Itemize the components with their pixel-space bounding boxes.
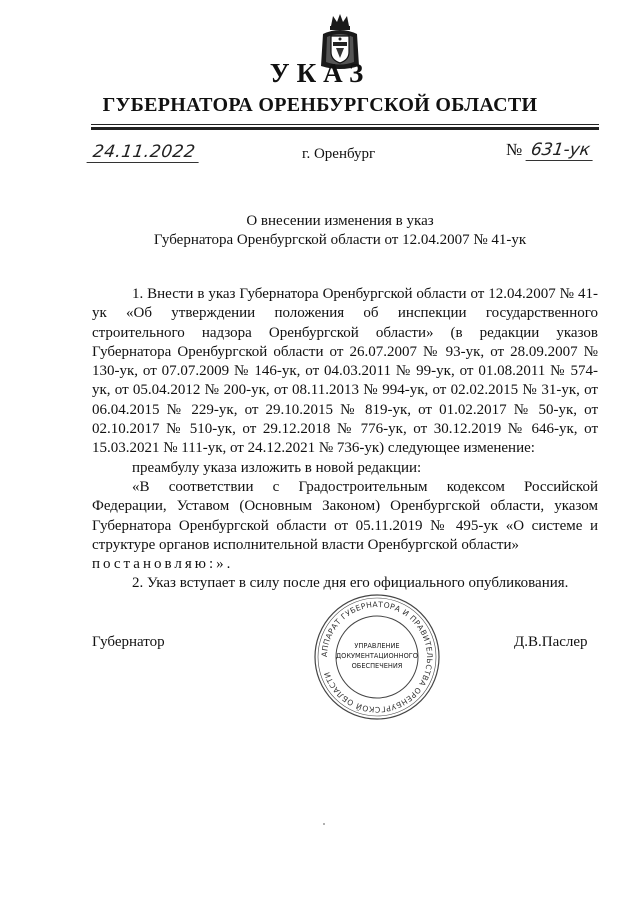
subject-line-2: Губернатора Оренбургской области от 12.04.2007 № 41-ук <box>153 232 527 248</box>
body-item-2: 2. Указ вступает в силу после дня его официального опубликования. <box>132 575 569 592</box>
document-number <box>506 140 594 161</box>
decree-word: постановляю:». <box>92 556 234 573</box>
official-stamp <box>312 592 442 722</box>
stamp-line-3: ОБЕСПЕЧЕНИЯ <box>351 662 403 670</box>
body-item-1: 1. Внести в указ Губернатора Оренбургской области от 12.04.2007 № 41-ук «Об утверждении положения об инспекции государственного строительного надзора Оренбургской области» (в редакции указов Губернатора Оренбургской области от 26.07.2007 № 93-ук, от 28.09.2007 № 130-ук, от 07.07.2009 № 146-ук, от 04.03.2011 № 99-ук, от 01.08.2011 № 574-ук, от 05.04.2012 № 200-ук, от 08.11.2013 № 994-ук, от 02.02.2015 № 31-ук, от 06.04.2015 № 229-ук, от 29.10.2015 № 819-ук, от 01.02.2017 № 50-ук, от 02.10.2017 № 510-ук, от 29.12.2018 № 776-ук, от 30.12.2019 № 646-ук, от 15.03.2021 № 111-ук, от 24.12.2021 № 736-ук) следующее изменение: <box>92 286 598 457</box>
signer-name: Д.В.Паслер <box>514 634 588 650</box>
number-sign: № <box>506 140 523 159</box>
document-body <box>92 285 598 594</box>
document-city: г. Оренбург <box>302 146 376 162</box>
issuer-heading: ГУБЕРНАТОРА ОРЕНБУРГСКОЙ ОБЛАСТИ <box>102 94 538 116</box>
header-rule-thin <box>91 124 599 125</box>
stamp-line-1: УПРАВЛЕНИЕ <box>354 642 400 650</box>
document-date: 24.11.2022 <box>87 142 202 163</box>
preamble-text: «В соответствии с Градостроительным кодексом Российской Федерации, Уставом (Основным Законом) Оренбургской области, указом Губернатора Оренбургской области от 05.11.2019 № 495-ук «О системе и структуре органов исполнительной власти Оренбургской области» <box>92 478 598 553</box>
subject-line-1: О внесении изменения в указ <box>246 213 434 229</box>
scan-speck <box>323 823 325 825</box>
number-value: 631-ук <box>526 140 596 161</box>
document-type-title: УКАЗ <box>269 58 371 88</box>
stamp-line-2: ДОКУМЕНТАЦИОННОГО <box>336 652 418 660</box>
header-rule-thick <box>91 127 599 130</box>
preamble-intro: преамбулу указа изложить в новой редакции: <box>132 459 422 476</box>
document-subject <box>0 212 640 250</box>
signer-title: Губернатор <box>92 634 165 650</box>
stamp-ring-text: АППАРАТ ГУБЕРНАТОРА И ПРАВИТЕЛЬСТВА ОРЕНБУРГСКОЙ ОБЛАСТИ <box>319 599 435 715</box>
